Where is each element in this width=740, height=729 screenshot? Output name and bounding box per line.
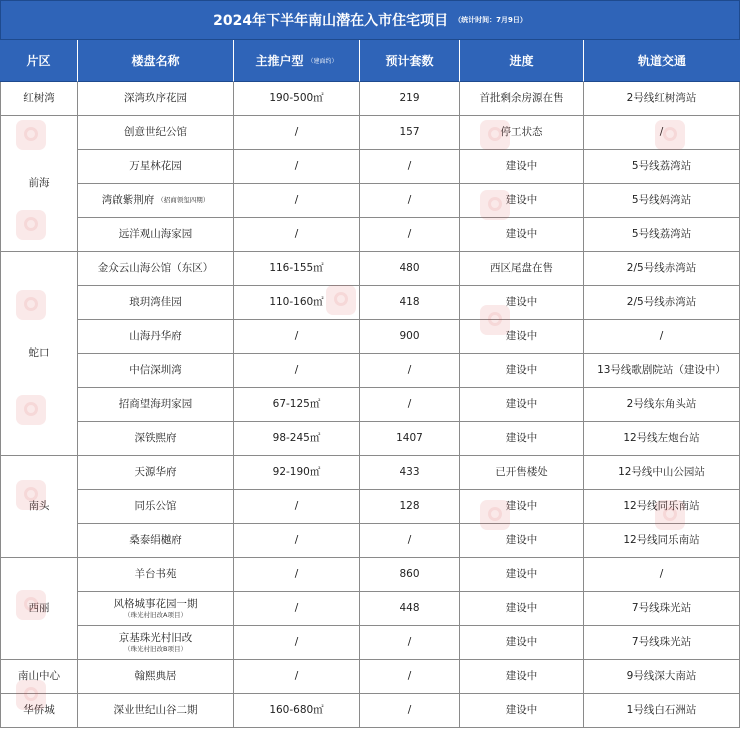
- header-district: [0, 40, 78, 82]
- unit-area-value: /: [294, 329, 299, 342]
- progress-cell: [460, 558, 584, 592]
- transit-value: 13号线歌剧院站（建设中）: [597, 363, 726, 376]
- unit-area-cell: [234, 388, 360, 422]
- district-cell: [0, 558, 78, 660]
- unit-count-value: /: [407, 159, 412, 172]
- unit-count-cell: [360, 694, 460, 728]
- project-name-cell: [78, 354, 234, 388]
- unit-count-cell: [360, 422, 460, 456]
- unit-count-cell: [360, 184, 460, 218]
- unit-area-cell: [234, 218, 360, 252]
- progress-cell: [460, 116, 584, 150]
- progress-value: 首批剩余房源在售: [479, 91, 564, 104]
- project-name-cell: [78, 218, 234, 252]
- transit-cell: [584, 660, 740, 694]
- progress-value: 建设中: [505, 295, 538, 308]
- progress-cell: [460, 286, 584, 320]
- project-name: 深业世纪山谷二期: [113, 703, 198, 716]
- unit-count-cell: [360, 490, 460, 524]
- project-name-cell: [78, 150, 234, 184]
- progress-cell: [460, 592, 584, 626]
- project-name-cell: [78, 490, 234, 524]
- progress-value: 建设中: [505, 329, 538, 342]
- transit-value: 12号线左炮台站: [623, 431, 700, 444]
- transit-value: 1号线白石洲站: [626, 703, 697, 716]
- unit-area-value: /: [294, 567, 299, 580]
- transit-cell: [584, 354, 740, 388]
- project-name-line: [102, 194, 210, 207]
- progress-value: 建设中: [505, 193, 538, 206]
- progress-cell: [460, 524, 584, 558]
- progress-value: 建设中: [505, 227, 538, 240]
- unit-area-cell: [234, 694, 360, 728]
- project-name: 中信深圳湾: [129, 363, 182, 376]
- district-label: 华侨城: [23, 703, 55, 716]
- stat-date-note: （统计时间：7月9日）: [454, 16, 527, 24]
- project-name-cell: [78, 694, 234, 728]
- unit-area-value: /: [294, 227, 299, 240]
- unit-count-cell: [360, 150, 460, 184]
- header-unit-type-note: （建面约）: [307, 58, 338, 65]
- unit-count-value: /: [407, 635, 412, 648]
- header-units: [360, 40, 460, 82]
- header-units-label: 预计套数: [385, 54, 434, 68]
- unit-count-value: 448: [399, 601, 420, 614]
- progress-value: 建设中: [505, 533, 538, 546]
- transit-cell: [584, 184, 740, 218]
- transit-value: /: [659, 329, 664, 342]
- progress-value: 建设中: [505, 635, 538, 648]
- header-progress-label: 进度: [509, 54, 534, 68]
- unit-count-value: /: [407, 397, 412, 410]
- unit-count-value: 1407: [396, 431, 423, 444]
- unit-count-cell: [360, 354, 460, 388]
- table-title: 2024年下半年南山潜在入市住宅项目: [213, 13, 449, 29]
- transit-value: 2号线红树湾站: [626, 91, 697, 104]
- unit-count-value: /: [407, 363, 412, 376]
- transit-cell: [584, 82, 740, 116]
- table-header-row: [0, 40, 740, 82]
- project-name-cell: [78, 422, 234, 456]
- unit-count-cell: [360, 286, 460, 320]
- progress-value: 建设中: [505, 567, 538, 580]
- transit-value: 9号线深大南站: [626, 669, 697, 682]
- progress-value: 建设中: [505, 397, 538, 410]
- progress-cell: [460, 354, 584, 388]
- header-progress: [460, 40, 584, 82]
- project-name-note: （珠光村旧改A项目）: [124, 611, 187, 619]
- project-name: 深湾玖序花园: [124, 91, 187, 104]
- transit-cell: [584, 320, 740, 354]
- header-project-label: 楼盘名称: [131, 54, 180, 68]
- transit-cell: [584, 456, 740, 490]
- transit-cell: [584, 116, 740, 150]
- unit-area-value: 190-500㎡: [269, 91, 324, 104]
- transit-value: /: [659, 567, 664, 580]
- district-label: 南头: [28, 499, 50, 512]
- unit-area-value: 67-125㎡: [272, 397, 321, 410]
- unit-area-value: /: [294, 193, 299, 206]
- unit-area-cell: [234, 286, 360, 320]
- district-cell: [0, 456, 78, 558]
- project-name: 万星林花园: [129, 159, 182, 172]
- project-name: 京基珠光村旧改: [118, 631, 193, 644]
- unit-area-value: /: [294, 635, 299, 648]
- progress-cell: [460, 490, 584, 524]
- project-name: 桑泰绢樾府: [129, 533, 182, 546]
- table-title-bar: [0, 0, 740, 40]
- project-name: 山海丹华府: [129, 329, 182, 342]
- transit-cell: [584, 218, 740, 252]
- district-label: 蛇口: [28, 346, 50, 359]
- progress-value: 已开售楼处: [495, 465, 548, 478]
- project-name: 翰熙典居: [134, 669, 177, 682]
- unit-area-value: 92-190㎡: [272, 465, 321, 478]
- district-cell: [0, 252, 78, 456]
- unit-area-cell: [234, 626, 360, 660]
- unit-count-value: 219: [399, 91, 420, 104]
- progress-value: 西区尾盘在售: [490, 261, 553, 274]
- progress-value: 停工状态: [500, 125, 543, 138]
- unit-area-cell: [234, 320, 360, 354]
- unit-count-cell: [360, 456, 460, 490]
- header-unit-type-label: 主推户型: [255, 54, 304, 68]
- project-name: 深铁熙府: [134, 431, 177, 444]
- progress-cell: [460, 82, 584, 116]
- transit-cell: [584, 286, 740, 320]
- district-cell: [0, 660, 78, 694]
- unit-area-cell: [234, 660, 360, 694]
- progress-value: 建设中: [505, 431, 538, 444]
- project-name-cell: [78, 660, 234, 694]
- project-name-note: （珠光村旧改B项目）: [124, 645, 187, 653]
- progress-cell: [460, 626, 584, 660]
- project-name-cell: [78, 388, 234, 422]
- project-name: 琅玥湾佳园: [129, 295, 182, 308]
- unit-area-cell: [234, 252, 360, 286]
- unit-area-cell: [234, 422, 360, 456]
- unit-area-cell: [234, 490, 360, 524]
- unit-area-cell: [234, 184, 360, 218]
- unit-area-value: /: [294, 159, 299, 172]
- progress-cell: [460, 320, 584, 354]
- unit-count-cell: [360, 524, 460, 558]
- unit-area-cell: [234, 558, 360, 592]
- project-name-cell: [78, 184, 234, 218]
- progress-cell: [460, 150, 584, 184]
- progress-cell: [460, 456, 584, 490]
- unit-count-value: /: [407, 703, 412, 716]
- progress-value: 建设中: [505, 703, 538, 716]
- unit-area-value: /: [294, 499, 299, 512]
- unit-count-value: 157: [399, 125, 420, 138]
- progress-value: 建设中: [505, 159, 538, 172]
- transit-value: 12号线同乐南站: [623, 499, 700, 512]
- progress-cell: [460, 252, 584, 286]
- header-project: [78, 40, 234, 82]
- unit-count-value: 480: [399, 261, 420, 274]
- progress-value: 建设中: [505, 601, 538, 614]
- unit-area-cell: [234, 524, 360, 558]
- unit-area-cell: [234, 592, 360, 626]
- transit-cell: [584, 252, 740, 286]
- transit-cell: [584, 694, 740, 728]
- unit-count-cell: [360, 592, 460, 626]
- project-name: 远洋观山海家园: [118, 227, 193, 240]
- unit-area-value: 98-245㎡: [272, 431, 321, 444]
- transit-cell: [584, 422, 740, 456]
- transit-value: 5号线荔湾站: [631, 227, 692, 240]
- progress-value: 建设中: [505, 363, 538, 376]
- transit-cell: [584, 388, 740, 422]
- progress-value: 建设中: [505, 499, 538, 512]
- project-name-note: （招商领玺四期）: [157, 196, 210, 205]
- project-name: 羊台书苑: [134, 567, 177, 580]
- unit-count-cell: [360, 626, 460, 660]
- project-name: 风格城事花园一期: [113, 597, 198, 610]
- district-label: 红树湾: [23, 91, 55, 104]
- unit-count-value: 418: [399, 295, 420, 308]
- unit-count-cell: [360, 388, 460, 422]
- progress-cell: [460, 422, 584, 456]
- project-name: 金众云山海公馆（东区）: [97, 261, 214, 274]
- transit-cell: [584, 626, 740, 660]
- transit-value: 5号线荔湾站: [631, 159, 692, 172]
- district-label: 南山中心: [18, 669, 60, 682]
- transit-value: 2号线东角头站: [626, 397, 697, 410]
- transit-value: 5号线妈湾站: [631, 193, 692, 206]
- unit-area-value: /: [294, 601, 299, 614]
- unit-area-value: 116-155㎡: [269, 261, 324, 274]
- unit-area-cell: [234, 354, 360, 388]
- transit-value: 2/5号线赤湾站: [626, 295, 697, 308]
- district-cell: [0, 694, 78, 728]
- progress-cell: [460, 660, 584, 694]
- project-name-cell: [78, 456, 234, 490]
- unit-area-value: /: [294, 363, 299, 376]
- unit-count-value: /: [407, 193, 412, 206]
- unit-count-value: /: [407, 669, 412, 682]
- project-name: 同乐公馆: [134, 499, 177, 512]
- unit-count-value: 128: [399, 499, 420, 512]
- project-name: 招商望海玥家园: [118, 397, 193, 410]
- header-district-label: 片区: [26, 54, 51, 68]
- progress-cell: [460, 218, 584, 252]
- project-name-cell: [78, 252, 234, 286]
- project-name-cell: [78, 116, 234, 150]
- project-name-cell: [78, 524, 234, 558]
- transit-value: 12号线中山公园站: [618, 465, 705, 478]
- unit-count-cell: [360, 116, 460, 150]
- project-name: 创意世纪公馆: [124, 125, 187, 138]
- district-cell: [0, 82, 78, 116]
- transit-cell: [584, 490, 740, 524]
- transit-value: 2/5号线赤湾站: [626, 261, 697, 274]
- project-name-cell: [78, 82, 234, 116]
- project-name-cell: [78, 286, 234, 320]
- unit-area-value: /: [294, 669, 299, 682]
- project-name-cell: [78, 592, 234, 626]
- project-name-cell: [78, 626, 234, 660]
- unit-count-value: /: [407, 227, 412, 240]
- transit-cell: [584, 150, 740, 184]
- transit-value: /: [659, 125, 664, 138]
- unit-count-cell: [360, 252, 460, 286]
- unit-area-cell: [234, 116, 360, 150]
- progress-cell: [460, 388, 584, 422]
- transit-cell: [584, 592, 740, 626]
- unit-count-cell: [360, 82, 460, 116]
- unit-area-value: 160-680㎡: [269, 703, 324, 716]
- transit-value: 12号线同乐南站: [623, 533, 700, 546]
- unit-count-cell: [360, 558, 460, 592]
- project-name: 天源华府: [134, 465, 177, 478]
- unit-count-value: 433: [399, 465, 420, 478]
- transit-cell: [584, 558, 740, 592]
- unit-area-cell: [234, 456, 360, 490]
- unit-area-cell: [234, 82, 360, 116]
- unit-area-value: /: [294, 125, 299, 138]
- district-label: 前海: [28, 176, 50, 189]
- progress-cell: [460, 694, 584, 728]
- district-label: 西丽: [28, 601, 50, 614]
- progress-cell: [460, 184, 584, 218]
- unit-area-value: 110-160㎡: [269, 295, 324, 308]
- header-transit: [584, 40, 740, 82]
- unit-count-cell: [360, 660, 460, 694]
- project-name: 湾啟紫荆府: [101, 193, 155, 206]
- transit-value: 7号线珠光站: [631, 635, 692, 648]
- project-name-cell: [78, 320, 234, 354]
- unit-count-cell: [360, 320, 460, 354]
- transit-value: 7号线珠光站: [631, 601, 692, 614]
- header-transit-label: 轨道交通: [637, 54, 686, 68]
- district-cell: [0, 116, 78, 252]
- unit-count-value: 900: [399, 329, 420, 342]
- unit-area-cell: [234, 150, 360, 184]
- unit-area-value: /: [294, 533, 299, 546]
- unit-count-cell: [360, 218, 460, 252]
- progress-value: 建设中: [505, 669, 538, 682]
- unit-count-value: /: [407, 533, 412, 546]
- transit-cell: [584, 524, 740, 558]
- unit-count-value: 860: [399, 567, 420, 580]
- project-name-cell: [78, 558, 234, 592]
- header-unit-type: [234, 40, 360, 82]
